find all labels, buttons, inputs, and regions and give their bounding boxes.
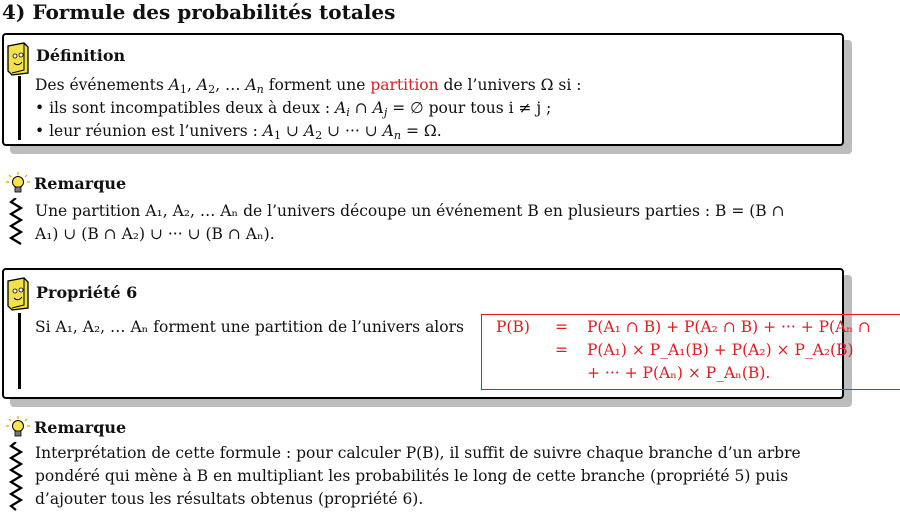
definition-bullet-1: • ils sont incompatibles deux à deux : $A_i$ ∩ $A_j$ = ∅ pour tous i ≠ j ;	[35, 99, 552, 119]
def-text-a: Des événements	[35, 76, 169, 94]
bullet2-text: • leur réunion est l’univers :	[35, 122, 263, 140]
definition-bullet-2: • leur réunion est l’univers : $A_1$ ∪ $A_2$ ∪ ··· ∪ $A_n = \Omega$.	[35, 122, 442, 142]
remark1-heading: Remarque	[34, 174, 127, 193]
property-heading: Propriété 6	[36, 283, 138, 302]
def-text-c: de l’univers Ω si :	[438, 76, 582, 94]
remark2-line-1: Interprétation de cette formule : pour calculer P(B), il suffit de suivre chaque branche d’un arbre	[35, 444, 801, 462]
remark1-line-2: A₁) ∪ (B ∩ A₂) ∪ ··· ∪ (B ∩ Aₙ).	[35, 225, 275, 243]
definition-heading: Définition	[36, 46, 126, 65]
book-icon	[4, 40, 32, 76]
remark2-heading: Remarque	[34, 418, 127, 437]
formula-line-2: P(A₁) × P_A₁(B) + P(A₂) × P_A₂(B)	[587, 341, 854, 359]
remark1-zigzag	[9, 198, 23, 246]
definition-line-1: Des événements $A_1$, $A_2$, … $A_n$ forment une partition de l’univers Ω si :	[35, 76, 582, 96]
partition-keyword: partition	[370, 76, 439, 94]
property-bar	[18, 313, 21, 389]
definition-bar	[18, 76, 21, 140]
property-statement: Si A₁, A₂, … Aₙ forment une partition de l’univers alors	[35, 318, 464, 336]
remark2-line-3: d’ajouter tous les résultats obtenus (propriété 6).	[35, 490, 424, 508]
section-title: 4) Formule des probabilités totales	[2, 0, 396, 24]
formula-lhs: P(B)	[496, 318, 530, 336]
def-text-b: forment une	[263, 76, 371, 94]
lightbulb-icon	[6, 172, 30, 196]
remark2-zigzag	[9, 442, 23, 512]
remark2-line-2: pondéré qui mène à B en multipliant les probabilités le long de cette branche (propriété 5) puis	[35, 467, 789, 485]
lightbulb-icon	[6, 416, 30, 440]
formula-eq-1: =	[555, 318, 568, 336]
formula-eq-2: =	[555, 341, 568, 359]
formula-line-3: + ··· + P(Aₙ) × P_Aₙ(B).	[587, 364, 771, 382]
formula-line-1: P(A₁ ∩ B) + P(A₂ ∩ B) + ··· + P(Aₙ ∩	[587, 318, 871, 336]
bullet1-text: • ils sont incompatibles deux à deux :	[35, 99, 336, 117]
book-icon	[4, 275, 32, 311]
remark1-line-1: Une partition A₁, A₂, … Aₙ de l’univers découpe un événement B en plusieurs parties : B = (B ∩	[35, 202, 785, 220]
bullet1-end: pour tous i ≠ j ;	[423, 99, 552, 117]
